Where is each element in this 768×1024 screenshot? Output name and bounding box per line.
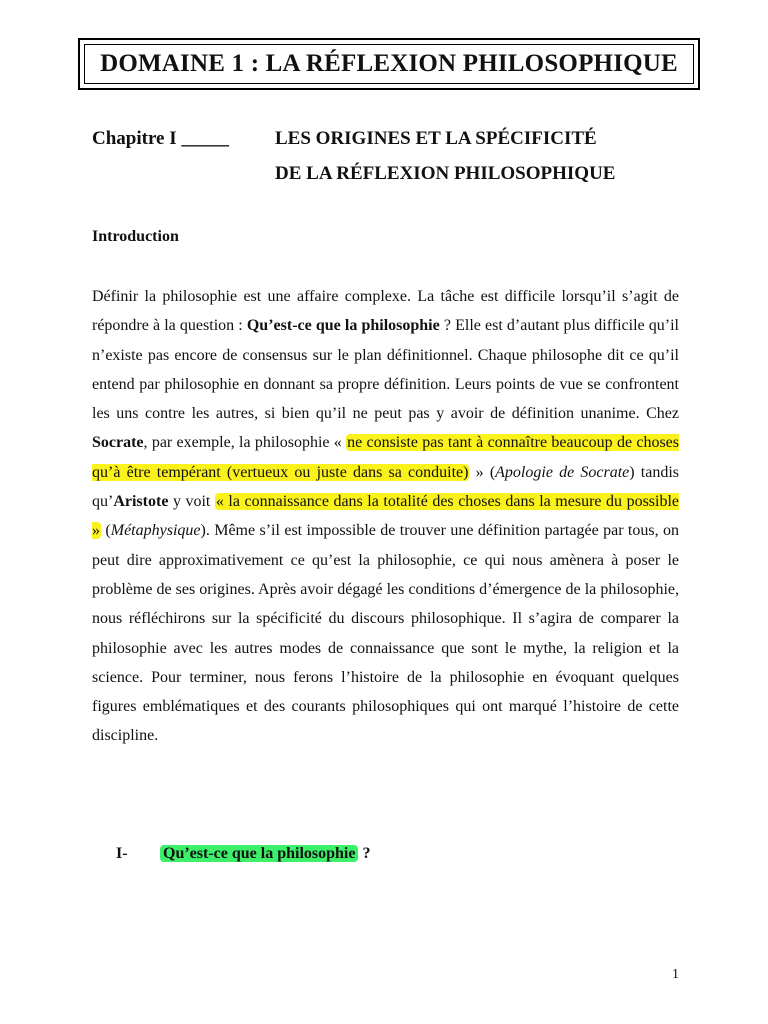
aristote-name: Aristote — [113, 493, 169, 511]
text-run: » ( — [469, 463, 496, 481]
section-title-suffix: ? — [358, 845, 371, 862]
section-title-highlighted: Qu’est-ce que la philosophie — [160, 845, 358, 862]
text-run: y voit — [168, 493, 215, 511]
highlighted-quote-socrate: ne consiste pas tant à connaître beaucoup de choses qu’à être tempérant (vertueux ou juste dans sa conduite) — [92, 434, 680, 481]
text-run: , par exemple, la philosophie « — [143, 434, 347, 452]
text-run: ). Même s’il est impossible de trouver une définition partagée par tous, on peut dire approximativement ce qu’est la philosophie, ce qui nous amènera à poser le problème de ses origines. Après avoir dégagé les conditions d’émergence de la philosophie, nous réfléchirons sur la spécificité du discours philosophique. Il s’agira de comparer la philosophie avec les autres modes de connaissance que sont le mythe, la religion et la science. Pour terminer, nous ferons l’histoire de la philosophie en évoquant quelques figures emblématiques et des courants philosophiques qui ont marqué l’histoire de cette discipline. — [92, 522, 680, 745]
text-run: ) tandis qu’ — [92, 463, 680, 511]
chapter-title-line-1: LES ORIGINES ET LA SPÉCIFICITÉ — [275, 128, 597, 149]
text-run: Définir la philosophie est une affaire complexe. La tâche est difficile lorsqu’il s’agit de répondre à la question : — [92, 288, 679, 335]
text-run: ( — [101, 522, 111, 540]
introduction-paragraph — [92, 282, 679, 751]
highlighted-quote-aristote: « la connaissance dans la totalité des choses dans la mesure du possible » — [92, 493, 680, 540]
domain-title-frame — [78, 38, 700, 90]
section-heading-1 — [116, 845, 370, 863]
page-number: 1 — [672, 967, 679, 982]
reference-apologie: Apologie de Socrate — [495, 463, 630, 481]
chapter-title-line-2: DE LA RÉFLEXION PHILOSOPHIQUE — [275, 163, 616, 184]
introduction-heading: Introduction — [92, 228, 179, 245]
section-number: I- — [116, 845, 128, 862]
socrate-name: Socrate — [92, 434, 144, 452]
question-bold: Qu’est-ce que la philosophie — [246, 317, 440, 335]
text-run: ? Elle est d’autant plus difficile qu’il n’existe pas encore de consensus sur le plan définitionnel. Chaque philosophe dit ce qu’il entend par philosophie en donnant sa propre définition. Leurs points de vue se confrontent les uns contre les autres, si bien qu’il ne peut pas y avoir de définition unanime. Chez — [92, 317, 679, 423]
chapter-label: Chapitre I _____ — [92, 128, 229, 149]
reference-metaphysique: Métaphysique — [110, 522, 201, 540]
domain-title: DOMAINE 1 : LA RÉFLEXION PHILOSOPHIQUE — [84, 44, 694, 84]
